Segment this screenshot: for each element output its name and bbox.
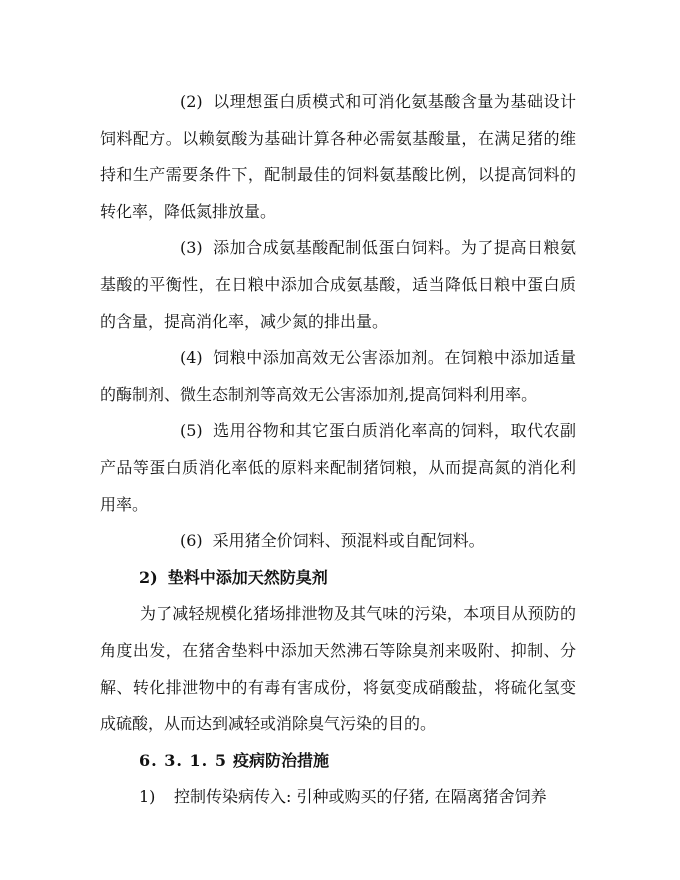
paragraph-6 <box>100 523 576 560</box>
paragraph-4 <box>100 340 576 413</box>
document-body <box>100 84 576 816</box>
paragraph-text: 采用猪全价饲料、预混料或自配饲料。 <box>212 531 485 551</box>
paragraph-2 <box>100 84 576 230</box>
paragraph-number: (3) <box>180 238 203 258</box>
list-item-number: 1) <box>139 787 156 807</box>
heading-deodorant <box>100 560 576 597</box>
paragraph-number: (2) <box>180 92 203 111</box>
section-heading <box>100 743 576 780</box>
paragraph-5 <box>100 413 576 523</box>
paragraph-number: (6) <box>180 531 203 551</box>
paragraph-text: 饲粮中添加高效无公害添加剂。在饲粮中添加适量的酶制剂、微生态制剂等高效无公害添加剂,提高饲料利用率。 <box>100 348 576 404</box>
paragraph-text: 添加合成氨基酸配制低蛋白饲料。为了提高日粮氨基酸的平衡性，在日粮中添加合成氨基酸，适当降低日粮中蛋白质的含量，提高消化率，减少氮的排出量。 <box>100 238 576 331</box>
paragraph-3 <box>100 230 576 340</box>
heading-number: 2) <box>139 567 158 587</box>
heading-text: 垫料中添加天然防臭剂 <box>167 567 328 587</box>
list-item-text: 控制传染病传入: 引种或购买的仔猪, 在隔离猪舍饲养 <box>174 787 547 807</box>
paragraph-number: (4) <box>180 348 203 368</box>
paragraph-deodorant: 为了减轻规模化猪场排泄物及其气味的污染，本项目从预防的角度出发，在猪舍垫料中添加天然沸石等除臭剂来吸附、抑制、分解、转化排泄物中的有毒有害成份，将氨变成硝酸盐，将硫化氢变成硫酸，从而达到减轻或消除臭气污染的目的。 <box>100 604 576 734</box>
paragraph-text: 选用谷物和其它蛋白质消化率高的饲料，取代农副产品等蛋白质消化率低的原料来配制猪饲粮，从而提高氮的消化利用率。 <box>100 421 576 514</box>
paragraph-text: 以理想蛋白质模式和可消化氨基酸含量为基础设计饲料配方。以赖氨酸为基础计算各种必需氨基酸量，在满足猪的维持和生产需要条件下，配制最佳的饲料氨基酸比例，以提高饲料的转化率，降低氮排放量。 <box>100 92 576 221</box>
section-number: 6. 3. 1. 5 <box>139 750 227 770</box>
paragraph-number: (5) <box>180 421 203 441</box>
list-item-1 <box>100 779 576 816</box>
section-title: 疫病防治措施 <box>232 750 329 770</box>
